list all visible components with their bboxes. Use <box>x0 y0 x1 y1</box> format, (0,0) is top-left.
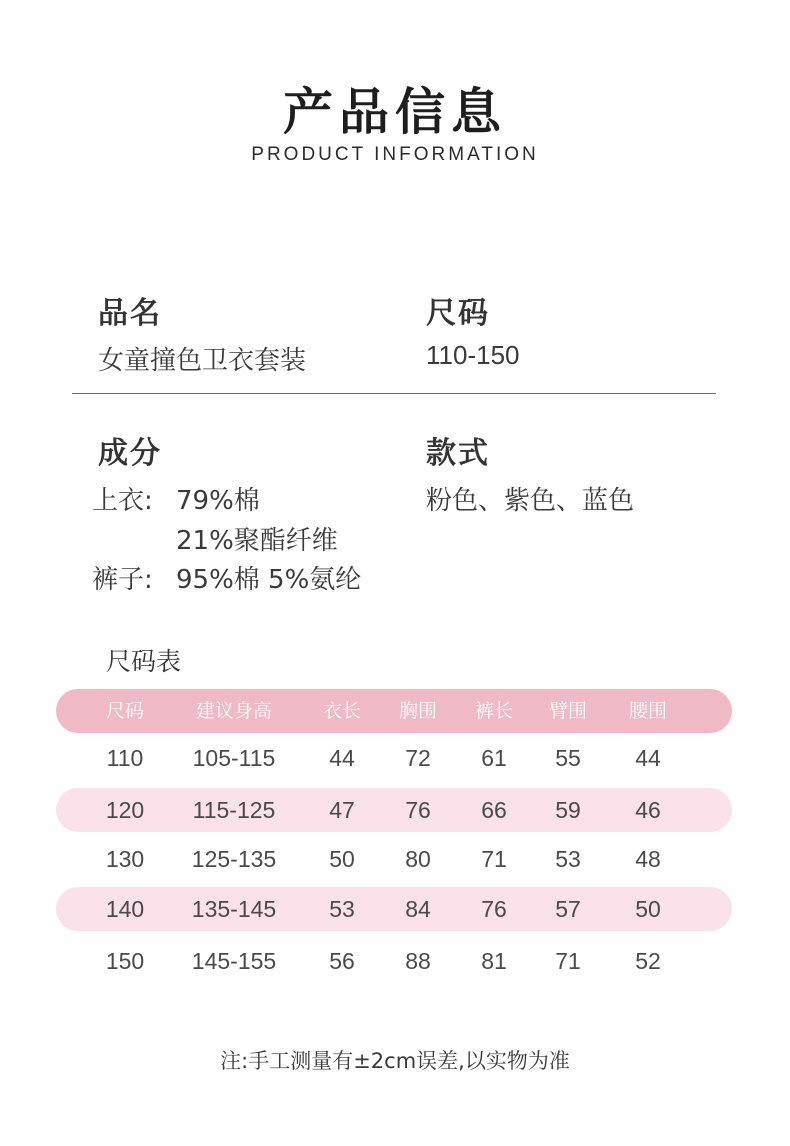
table-cell: 53 <box>555 846 581 872</box>
section-divider <box>72 393 716 394</box>
header-cell-pants-length: 裤长 <box>474 700 513 722</box>
header-cell-waist: 腰围 <box>628 700 667 722</box>
table-row <box>56 837 732 881</box>
pants-value: 95%棉 5%氨纶 <box>176 565 362 595</box>
table-row <box>56 788 732 832</box>
table-cell: 46 <box>635 797 661 823</box>
table-cell: 120 <box>105 797 145 823</box>
table-cell: 50 <box>635 896 661 922</box>
table-cell: 56 <box>329 948 355 974</box>
table-cell: 88 <box>405 948 431 974</box>
top-value-2: 21%聚酯纤维 <box>176 526 338 556</box>
pants-label: 裤子: <box>92 565 153 595</box>
page-title: 产品信息 <box>283 83 507 141</box>
table-cell: 71 <box>481 846 507 872</box>
table-cell: 140 <box>105 896 145 922</box>
name-value: 女童撞色卫衣套装 <box>98 346 307 376</box>
table-cell: 59 <box>555 797 581 823</box>
table-cell: 72 <box>405 745 431 771</box>
table-cell: 44 <box>635 745 661 771</box>
size-table-title: 尺码表 <box>106 647 182 676</box>
table-row <box>56 939 732 983</box>
composition-label: 成分 <box>98 436 162 471</box>
table-cell: 125-135 <box>191 846 277 872</box>
name-label: 品名 <box>98 296 162 331</box>
top-value-1: 79%棉 <box>176 486 260 516</box>
table-cell: 47 <box>329 797 355 823</box>
page-subtitle: PRODUCT INFORMATION <box>251 144 539 165</box>
table-cell: 150 <box>105 948 145 974</box>
table-cell: 61 <box>481 745 507 771</box>
table-cell: 115-125 <box>192 797 276 823</box>
measurement-note: 注:手工测量有±2cm误差,以实物为准 <box>220 1049 570 1073</box>
top-label: 上衣: <box>92 486 153 516</box>
table-cell: 105-115 <box>192 745 276 771</box>
table-cell: 81 <box>481 948 507 974</box>
table-row <box>56 887 732 931</box>
style-value: 粉色、紫色、蓝色 <box>426 486 635 516</box>
table-cell: 57 <box>555 896 581 922</box>
table-cell: 145-155 <box>191 948 277 974</box>
table-cell: 55 <box>555 745 581 771</box>
table-cell: 76 <box>405 797 431 823</box>
table-cell: 71 <box>555 948 581 974</box>
table-cell: 76 <box>481 896 507 922</box>
header-cell-height: 建议身高 <box>195 700 272 722</box>
size-table-header <box>56 689 732 733</box>
table-row <box>56 736 732 780</box>
style-label: 款式 <box>426 436 490 471</box>
table-cell: 53 <box>329 896 355 922</box>
size-value: 110-150 <box>426 340 520 370</box>
size-label: 尺码 <box>426 296 490 331</box>
header-cell-chest: 胸围 <box>398 700 437 722</box>
table-cell: 50 <box>329 846 355 872</box>
table-cell: 52 <box>635 948 661 974</box>
header-cell-top-length: 衣长 <box>322 700 361 722</box>
table-cell: 44 <box>329 745 355 771</box>
table-cell: 48 <box>635 846 661 872</box>
table-cell: 84 <box>405 896 431 922</box>
table-cell: 80 <box>405 846 431 872</box>
table-cell: 135-145 <box>191 896 277 922</box>
table-cell: 110 <box>106 745 144 771</box>
header-cell-size: 尺码 <box>105 700 144 722</box>
table-cell: 66 <box>481 797 507 823</box>
table-cell: 130 <box>105 846 145 872</box>
header-cell-arm: 臂围 <box>548 700 587 722</box>
